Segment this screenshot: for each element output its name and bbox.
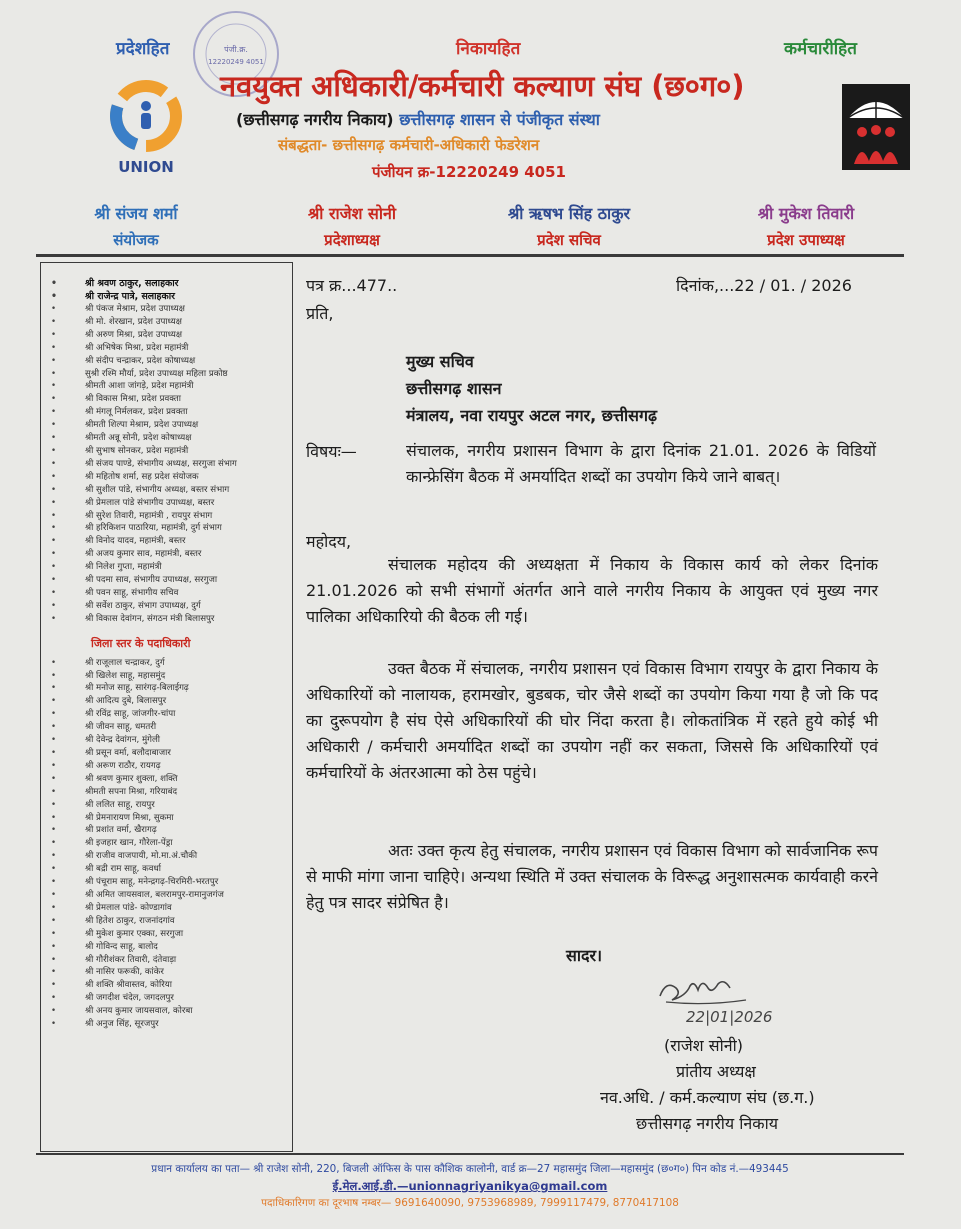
officer-role: संयोजक [113,231,159,249]
district-heading: जिला स्तर के पदाधिकारी [91,636,191,650]
member-list-item: • श्री राजूलाल चन्द्राकर, दुर्ग [51,657,286,670]
officer-vice-president [722,202,890,250]
signer-unit: छत्तीसगढ़ नगरीय निकाय [636,1114,779,1133]
org-title: नवयुक्त अधिकारी/कर्मचारी कल्याण संघ (छ०ग०) [220,69,745,103]
member-list-item: • श्री शक्ति श्रीवास्तव, कोरिया [51,979,286,992]
member-list-item: • श्री हितेश ठाकुर, राजनांदगांव [51,915,286,928]
member-list-item: • श्री रविंद्र साहू, जांजगीर-चांपा [51,708,286,721]
footer-address: प्रधान कार्यालय का पता— श्री राजेश सोनी, 220, बिजली ऑफिस के पास कौशिक कालोनी, वार्ड क्र—27 महासमुंद जिला—महासमुंद (छ०ग०) पिन कोड नं.—493445 [151,1163,789,1175]
member-list-item: • श्री प्रशांत वर्मा, खैरागढ़ [51,824,286,837]
member-list-item: • श्री श्रवण कुमार शुक्ला, शक्ति [51,773,286,786]
member-list-item: • श्री प्रसून वर्मा, बलौदाबाजार [51,747,286,760]
member-list-item: • श्री संदीप चन्द्राकर, प्रदेश कोषाध्यक्ष [51,355,286,368]
logo-text: UNION [118,158,174,176]
member-list-item: • श्री सर्वेश ठाकुर, संभाग उपाध्यक्ष, दुर्ग [51,600,286,613]
member-list-item: • श्री मनोज साहू, सारंगढ़-बिलाईगढ़ [51,682,286,695]
member-list-item: • श्रीमती अन्नू सोनी, प्रदेश कोषाध्यक्ष [51,432,286,445]
subject-text: संचालक, नगरीय प्रशासन विभाग के द्वारा दिनांक 21.01. 2026 के विडियों कान्फ्रेसिंग बैठक में अमर्यादित शब्दों का उपयोग किये जाने बाबत्। [406,441,876,486]
member-list-item: • श्री गौरीशंकर तिवारी, दंतेवाड़ा [51,954,286,967]
member-list-item: • श्री नासिर फरूकी, कांकेर [51,966,286,979]
member-list-item: • श्री विनोद यादव, महामंत्री, बस्तर [51,535,286,548]
member-list-item: • श्रीमती शिल्पा मेश्राम, प्रदेश उपाध्यक्ष [51,419,286,432]
umbrella-people-icon [842,84,910,170]
member-list-item: • श्री मुकेश कुमार एक्का, सरगुजा [51,928,286,941]
officer-convener [56,202,216,250]
org-subtitle [236,108,600,130]
officer-role: प्रदेश उपाध्यक्ष [767,231,845,249]
tagline-mid: निकायहित [456,39,521,59]
header-divider [36,254,904,257]
member-list-item: • श्री राजेन्द्र पात्रे, सलाहकार [51,290,286,303]
footer-email-link[interactable]: ई.मेल.आई.डी.—unionnagriyanikya@gmail.com [332,1179,608,1193]
advisor-list [51,277,286,303]
member-list-item: • श्री देवेन्द्र देवांगन, मुंगेली [51,734,286,747]
member-list-item: • श्री हरिकिशन पाठारिया, महामंत्री, दुर्ग संभाग [51,522,286,535]
officer-name: श्री ऋषभ सिंह ठाकुर [507,204,631,223]
signature-date: 22|01|2026 [686,1008,773,1026]
member-list-item: • श्री इजहार खान, गौरेला-पेंड्रा [51,837,286,850]
member-list-item: • श्री पवन साहू, संभागीय सचिव [51,587,286,600]
member-list-item: • श्री सुरेश तिवारी, महामंत्री , रायपुर संभाग [51,510,286,523]
member-list-item: • श्री गोविन्द साहू, बालोद [51,941,286,954]
signer-role: प्रांतीय अध्यक्ष [676,1062,756,1081]
union-logo-icon [106,76,186,180]
officer-role: प्रदेश सचिव [537,231,601,249]
member-list-item: • श्री जीवन साहू, धमतरी [51,721,286,734]
letter-date: दिनांक,...22 / 01. / 2026 [676,276,852,295]
officer-name: श्री संजय शर्मा [94,204,178,223]
tagline-left: प्रदेशहित [116,39,170,59]
member-list-item: • श्री आदित्य दुबे, बिलासपुर [51,695,286,708]
member-list-item: • श्री विकास मिश्रा, प्रदेश प्रवक्ता [51,393,286,406]
subject-label: विषयः— [306,442,357,461]
org-affiliation: संबद्धता- छत्तीसगढ़ कर्मचारी-अधिकारी फेडरेशन [278,136,540,154]
letter-ref-number: पत्र क्र...477.. [306,276,398,295]
member-list-item: • श्री प्रेमलाल पांडे संभागीय उपाध्यक्ष, बस्तर [51,497,286,510]
member-list-item: • श्री संजय पाण्डे, संभागीय अध्यक्ष, सरगुजा संभाग [51,458,286,471]
member-list-item: • श्री प्रेमनारायण मिश्रा, सुकमा [51,812,286,825]
state-member-list [51,303,286,626]
member-list-item: • श्री अनय कुमार जायसवाल, कोरबा [51,1005,286,1018]
member-list-item: • श्री जगदीश चंदेल, जगदलपुर [51,992,286,1005]
recipient-line3: मंत्रालय, नवा रायपुर अटल नगर, छत्तीसगढ़ [406,406,658,425]
member-list-item: • श्री सुभाष सोनकर, प्रदेश महामंत्री [51,445,286,458]
body-paragraph-3: अतः उक्त कृत्य हेतु संचालक, नगरीय प्रशासन एवं विकास विभाग को सार्वजानिक रूप से माफी मांगा जाना चाहिऐ। अन्यथा स्थिति में उक्त संचालक के विरूद्ध अनुशासत्मक कार्यवाही करने हेतु पत्र सादर संप्रेषित है। [306,841,878,912]
recipient-line2: छत्तीसगढ़ शासन [406,379,502,398]
member-list-item: • श्री मो. शेरखान, प्रदेश उपाध्यक्ष [51,316,286,329]
member-list-item: • श्री श्रवण ठाकुर, सलाहकार [51,277,286,290]
officer-president [272,202,432,250]
officer-secretary [484,202,654,250]
member-list-item: • श्री मंगलू निर्मलकर, प्रदेश प्रवक्ता [51,406,286,419]
member-list-item: • श्री खिलेश साहू, महासमुंद [51,670,286,683]
member-list-item: • श्री अजय कुमार साव, महामंत्री, बस्तर [51,548,286,561]
officer-role: प्रदेशाध्यक्ष [324,231,380,249]
recipient-line1: मुख्य सचिव [406,352,474,371]
closing: सादर। [566,946,603,965]
salutation: महोदय, [306,532,352,551]
body-paragraph-2: उक्त बैठक में संचालक, नगरीय प्रशासन एवं विकास विभाग रायपुर के द्वारा निकाय के अधिकारियों को नालायक, हरामखोर, बुडबक, चोर जैसे शब्दों का उपयोग किया गया है जो कि पद का दुरूपयोग है संघ ऐसे अधिकारियों की घोर निंदा करता है। लोकतांत्रिक में रहते हुये कोई भी अधिकारी / कर्मचारी अमर्यादित शब्दों का उपयोग नहीं कर सकता, जिससे कि अधिकारियों एवं कर्मचारियों के अंतरआत्मा को ठेस पहुंचे। [306,659,878,782]
member-list-item: • श्री पंकज मेश्राम, प्रदेश उपाध्यक्ष [51,303,286,316]
member-list-item: • श्री विकास देवांगन, संगठन मंत्री बिलासपुर [51,613,286,626]
stamp-line2: 12220249 4051 [208,58,264,66]
org-registration: पंजीयन क्र-12220249 4051 [372,163,566,181]
stamp-line1: पंजी.क्र. [224,45,248,54]
member-list-item: • श्री निलेश गुप्ता, महामंत्री [51,561,286,574]
tagline-right: कर्मचारीहित [784,39,857,59]
district-member-list [51,657,286,1031]
signer-name: (राजेश सोनी) [664,1036,743,1055]
signer-org: नव.अधि. / कर्म.कल्याण संघ (छ.ग.) [600,1088,815,1107]
member-list-item: • श्री सुशील पांडे, संभागीय अध्यक्ष, बस्तर संभाग [51,484,286,497]
member-list-item: • श्री राजीव वाजपायी, मो.मा.अं.चौकी [51,850,286,863]
member-list-item: • श्री अनुज सिंह, सूरजपुर [51,1018,286,1031]
org-subtitle-b: छत्तीसगढ़ शासन से पंजीकृत संस्था [399,110,600,129]
member-list-item: • श्री अभिषेक मिश्रा, प्रदेश महामंत्री [51,342,286,355]
member-list-item: • श्री पदमा साव, संभागीय उपाध्यक्ष, सरगुजा [51,574,286,587]
member-list-item: • श्री ललित साहू, रायपुर [51,799,286,812]
org-subtitle-a: (छत्तीसगढ़ नगरीय निकाय) [236,110,394,129]
footer-phones: पदाधिकारिगण का दूरभाष नम्बर— 9691640090, 9753968989, 7999117479, 8770417108 [261,1197,679,1209]
member-list-item: • श्री प्रेमलाल पांडे- कोण्डागांव [51,902,286,915]
member-list-item: • श्री अरुण मिश्रा, प्रदेश उपाध्यक्ष [51,329,286,342]
member-list-item: • श्री अरूण राठौर, रायगढ़ [51,760,286,773]
member-list-item: • सुश्री रश्मि मौर्या, प्रदेश उपाध्यक्ष महिला प्रकोष्ठ [51,368,286,381]
signature-icon [646,966,826,1030]
member-list-item: • श्री बद्री राम साहू, कवर्धा [51,863,286,876]
member-list-item: • श्री महितोष शर्मा, सह प्रदेश संयोजक [51,471,286,484]
letter-to-label: प्रति, [306,304,334,323]
member-list-item: • श्रीमती आशा जांगड़े, प्रदेश महामंत्री [51,380,286,393]
member-list-item: • श्री अमित जायसवाल, बलरामपुर-रामानुजगंज [51,889,286,902]
footer-divider [36,1153,904,1155]
body-paragraph-1: संचालक महोदय की अध्यक्षता में निकाय के विकास कार्य को लेकर दिनांक 21.01.2026 को सभी संभागों अंतर्गत आने वाले नगरीय निकाय के आयुक्त एवं मुख्य नगर पालिका अधिकारियो की बैठक ली गई। [306,555,878,626]
member-list-item: • श्री पंचूराम साहू, मनेन्द्रगढ़-चिरमिरी-भरतपुर [51,876,286,889]
member-sidebar [40,262,293,1152]
officer-name: श्री राजेश सोनी [307,204,397,223]
member-list-item: • श्रीमती सपना मिश्रा, गरियाबंद [51,786,286,799]
officer-name: श्री मुकेश तिवारी [757,204,855,223]
